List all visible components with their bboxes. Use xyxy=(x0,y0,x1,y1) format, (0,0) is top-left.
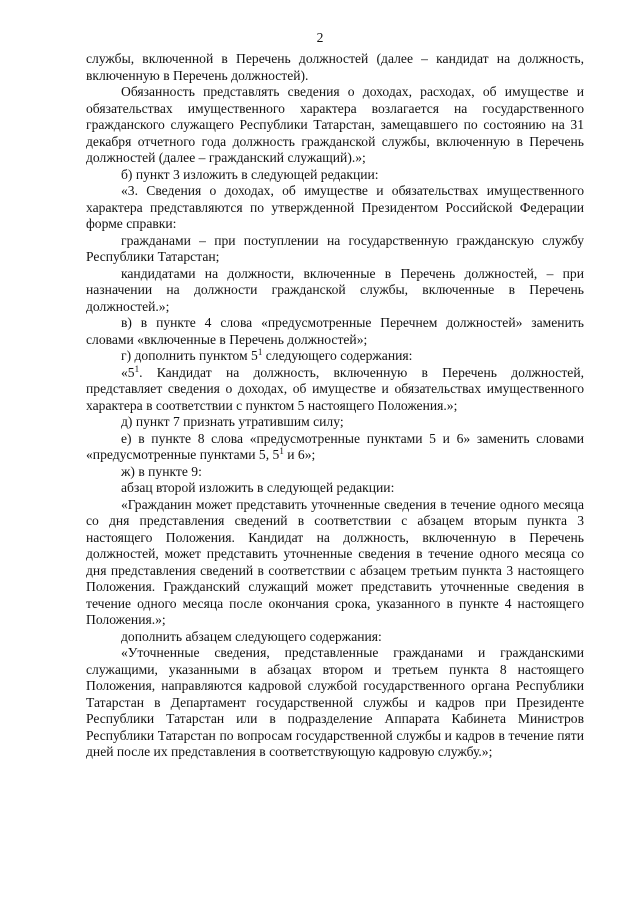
document-body xyxy=(86,51,584,761)
paragraph: дополнить абзацем следующего содержания: xyxy=(121,628,382,644)
paragraph: службы, включенной в Перечень должностей (далее – кандидат на должность, включенную в Перечень должностей). xyxy=(86,51,584,83)
paragraph: д) пункт 7 признать утратившим силу; xyxy=(121,414,344,429)
paragraph: «$5^1$. Кандидат на должность, включенную в Перечень должностей, представляет сведения о доходах, об имуществе и обязательствах имущественного характера в соответствии с пунктом 5 настоящего Положения.»; xyxy=(86,363,584,413)
paragraph: е) в пункте 8 слова «предусмотренные пунктами 5 и 6» заменить словами «предусмотренные пунктами 5, $5^1$ и 6»; xyxy=(86,430,584,462)
paragraph: г) дополнить пунктом $5^1$ следующего содержания: xyxy=(121,347,413,363)
paragraph: «3. Сведения о доходах, об имуществе и обязательствах имущественного характера представляются по утвержденной Президентом Российской Федерации форме справки: xyxy=(86,183,584,231)
paragraph: гражданами – при поступлении на государственную гражданскую службу Республики Татарстан; xyxy=(86,232,584,264)
paragraph: абзац второй изложить в следующей редакции: xyxy=(121,480,395,495)
paragraph: кандидатами на должности, включенные в Перечень должностей, – при назначении на должности гражданской службы, включенные в Перечень должностей.»; xyxy=(86,265,584,314)
paragraph: ж) в пункте 9: xyxy=(121,463,202,479)
paragraph: «Гражданин может представить уточненные сведения в течение одного месяца со дня представления сведений в соответствии с абзацем вторым пункта 3 настоящего Положения. Кандидат на должность, включенную в Перечень должностей, может представить уточненные сведения в течение одного месяца со дня представления сведений в соответствии с абзацем третьим пункта 3 настоящего Положения. Гражданский служащий может представить уточненные сведения в течение одного месяца после окончания срока, указанного в пункте 4 настоящего Положения.»; xyxy=(86,496,584,627)
paragraph: б) пункт 3 изложить в следующей редакции: xyxy=(121,166,379,182)
paragraph: Обязанность представлять сведения о доходах, расходах, об имуществе и обязательствах имущественного характера возлагается на государственного гражданского служащего Республики Татарстан, замещавшего по состоянию на 31 декабря отчетного года должность гражданской службы, включенную в Перечень должностей (далее – гражданский служащий).»; xyxy=(86,84,584,165)
paragraph: «Уточненные сведения, представленные гражданами и гражданскими служащими, указанными в абзацах втором и третьем пункта 8 настоящего Положения, направляются кадровой службой государственного органа Республики Татарстан в Департамент государственной службы и кадров при Президенте Республики Татарстан или в подразделение Аппарата Кабинета Министров Республики Татарстан по вопросам государственной службы и кадров в течение пяти дней после их представления в соответствующую кадровую службу.»; xyxy=(86,645,584,759)
page-number: 2 xyxy=(316,30,324,45)
superscript-one: 1 xyxy=(257,347,263,357)
superscript-one: 1 xyxy=(134,363,140,374)
paragraph: в) в пункте 4 слова «предусмотренные Перечнем должностей» заменить словами «включенные в Перечень должностей»; xyxy=(86,315,584,347)
superscript-one: 1 xyxy=(279,446,284,456)
